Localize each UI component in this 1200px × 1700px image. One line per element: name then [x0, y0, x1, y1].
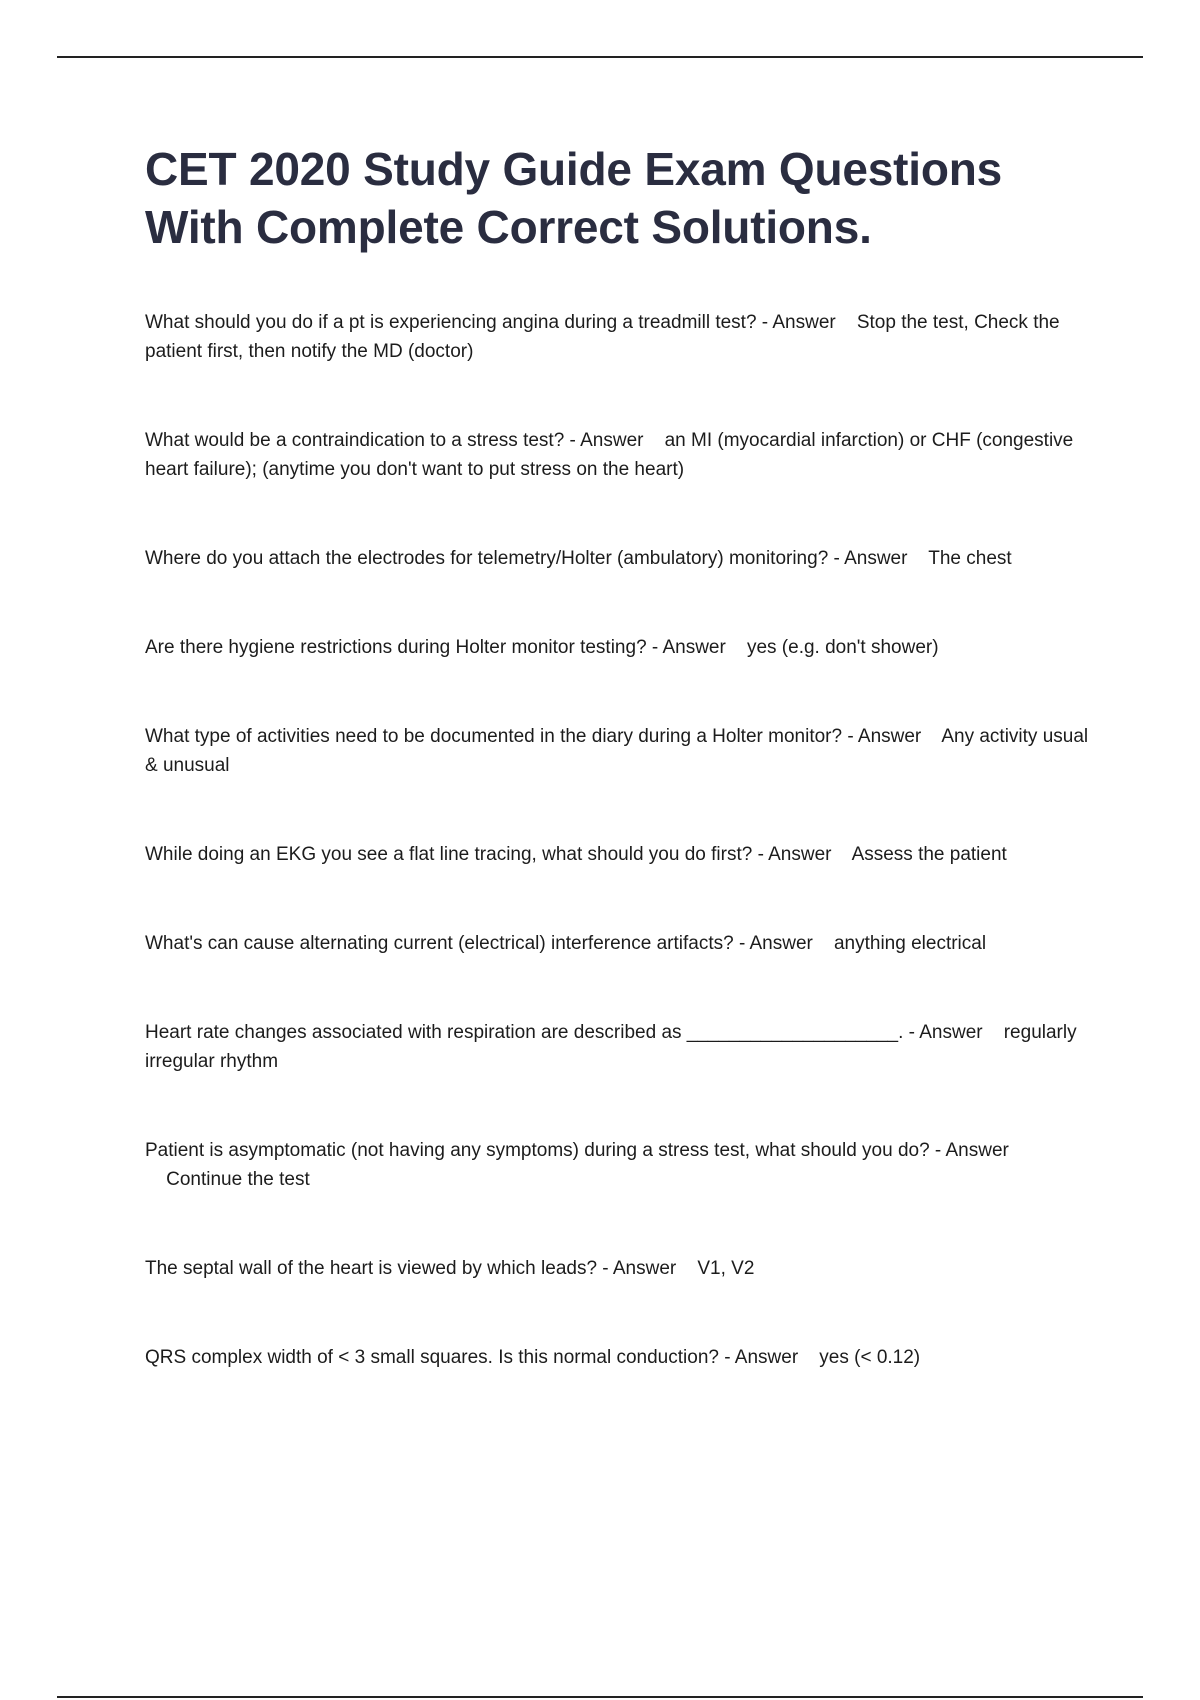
answer: Any activity usual & unusual [145, 726, 1089, 776]
question: The septal wall of the heart is viewed by which leads? - Answer [145, 1258, 677, 1279]
question: QRS complex width of < 3 small squares. Is this normal conduction? - Answer [145, 1347, 799, 1368]
document-title [145, 140, 1095, 256]
qa-item-2 [145, 426, 1095, 484]
title-line-2: With Complete Correct Solutions. [145, 201, 872, 253]
question: What type of activities need to be documented in the diary during a Holter monitor? - Answer [145, 726, 922, 747]
question: What would be a contraindication to a stress test? - Answer [145, 430, 644, 451]
question: Patient is asymptomatic (not having any symptoms) during a stress test, what should you do? - Answer [145, 1140, 1009, 1161]
qa-item-9 [145, 1136, 1095, 1194]
qa-item-10 [145, 1254, 1095, 1283]
qa-item-6 [145, 840, 1095, 869]
answer: Assess the patient [851, 844, 1007, 865]
question: Are there hygiene restrictions during Holter monitor testing? - Answer [145, 637, 726, 658]
answer: The chest [928, 548, 1012, 569]
document-body [145, 140, 1095, 1432]
title-line-1: CET 2020 Study Guide Exam Questions [145, 143, 1003, 195]
answer: Continue the test [166, 1169, 310, 1190]
qa-list [145, 308, 1095, 1372]
qa-item-7 [145, 929, 1095, 958]
question: While doing an EKG you see a flat line tracing, what should you do first? - Answer [145, 844, 832, 865]
answer: anything electrical [833, 933, 987, 954]
qa-item-8 [145, 1018, 1095, 1076]
answer: V1, V2 [697, 1258, 755, 1279]
question: Where do you attach the electrodes for telemetry/Holter (ambulatory) monitoring? - Answer [145, 548, 908, 569]
qa-item-5 [145, 722, 1095, 780]
bottom-divider [57, 1696, 1143, 1698]
answer: yes (< 0.12) [819, 1347, 921, 1368]
answer: an MI (myocardial infarction) or CHF (congestive heart failure); (anytime you don't want to put stress on the heart) [145, 430, 1074, 480]
qa-item-1 [145, 308, 1095, 366]
answer: Stop the test, Check the patient first, then notify the MD (doctor) [145, 312, 1060, 362]
qa-item-4 [145, 633, 1095, 662]
question: What should you do if a pt is experiencing angina during a treadmill test? - Answer [145, 312, 836, 333]
answer: yes (e.g. don't shower) [746, 637, 939, 658]
question: What's can cause alternating current (electrical) interference artifacts? - Answer [145, 933, 813, 954]
answer: regularly irregular rhythm [145, 1022, 1077, 1072]
qa-item-3 [145, 544, 1095, 573]
qa-item-11 [145, 1343, 1095, 1372]
top-divider [57, 56, 1143, 58]
question: Heart rate changes associated with respiration are described as ____________________. - Answer [145, 1022, 983, 1043]
